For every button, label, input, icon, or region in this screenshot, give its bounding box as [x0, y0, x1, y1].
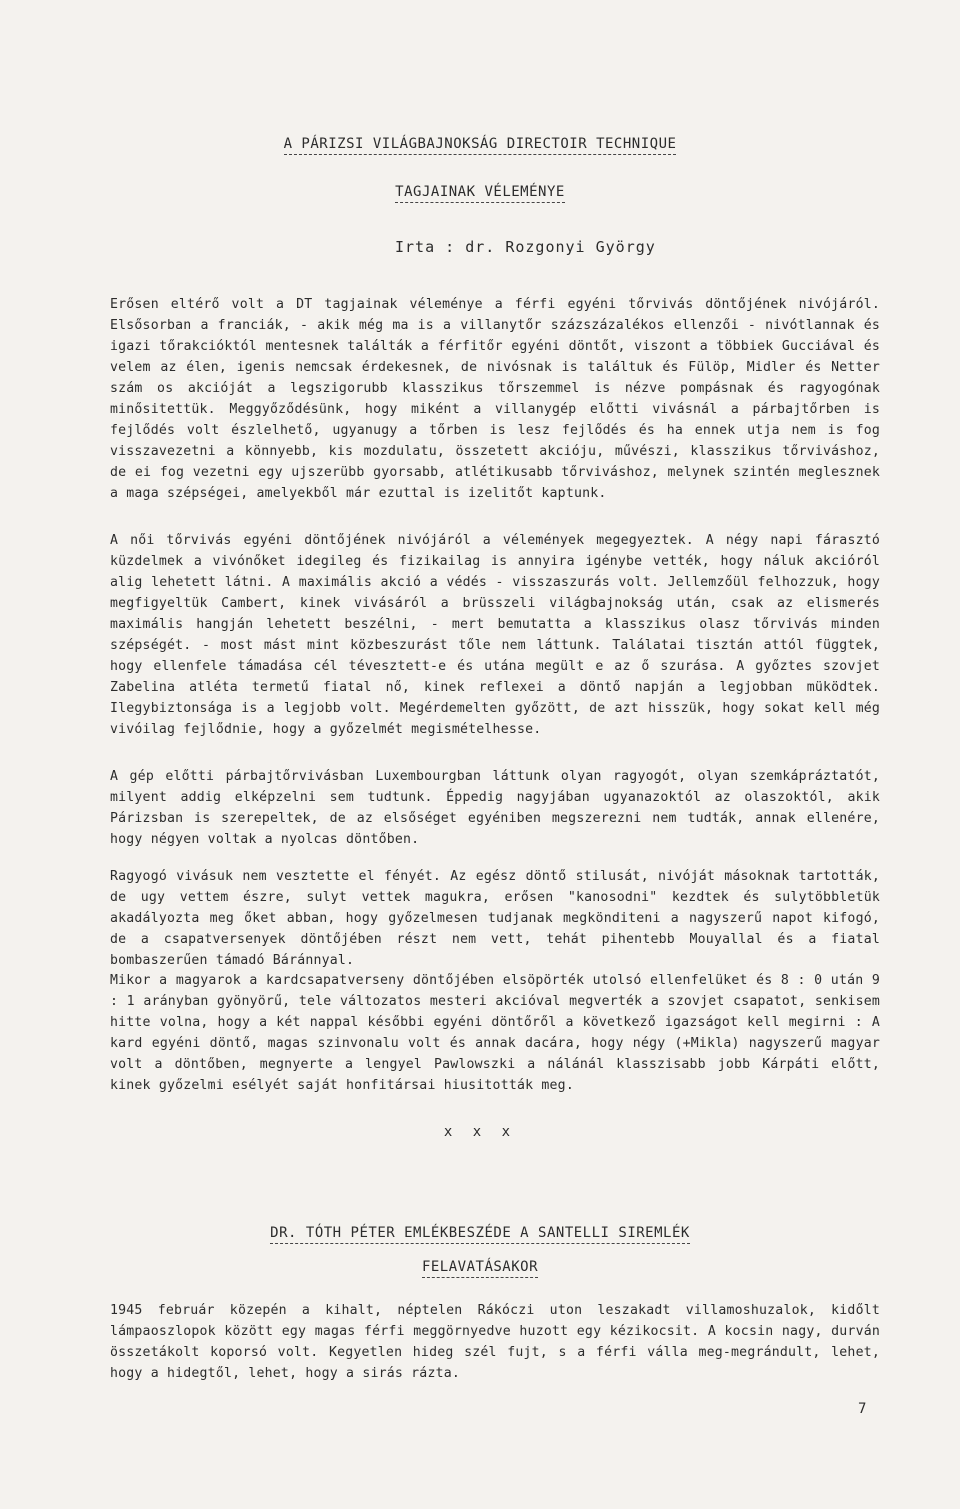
byline: Irta : dr. Rozgonyi György — [395, 238, 656, 256]
paragraph-3: A gép előtti párbajtőrvivásban Luxembourgban láttunk olyan ragyogót, olyan szemkápráztatót, milyent addig elképzelni sem tudtunk. Éppedig nagyjában ugyanazoktól az olaszoktól, akik Párizsban is szerepeltek, de az elsőséget egyéniben megszerezni nem tudták, annak ellenére, hogy négyen voltak a nyolcas döntőben. — [110, 769, 880, 847]
main-title: A PÁRIZSI VILÁGBAJNOKSÁG DIRECTOIR TECHNIQUE — [0, 136, 960, 152]
paragraph-5: Mikor a magyarok a kardcsapatverseny döntőjében elsöpörték utolsó ellenfelüket és 8 : 0 után 9 : 1 arányban gyönyörű, tele változatos mesteri akcióval megverték a szovjet csapatot, senkisem hitte volna, hogy a két nappal későbbi egyéni döntőről a következő igazságot kell megirni : A kard egyéni döntő, magas szinvonalu volt és annak dacára, hogy négy (+Mikla) nagyszerű magyar volt a döntőben, megnyerte a lengyel Pawlowszki a nálánál klasszisabb jobb Kárpáti előtt, kinek győzelmi esélyét saját honfitársai hiusitották meg. — [110, 973, 880, 1093]
main-subtitle: TAGJAINAK VÉLEMÉNYE — [0, 184, 960, 200]
paragraph-2: A női tőrvivás egyéni döntőjének nivójáról a vélemények megegyeztek. A négy napi fárasztó küzdelmek a vivónőket idegileg és fizikailag is annyira igénybe vették, hogy náluk akcióról alig lehetett látni. A maximális akció a védés - visszaszurás volt. Jellemzőül felhozzuk, hogy megfigyeltük Cambert, kinek vivásáról a brüsszeli világbajnokság után, csak az elismerés maximális hangján lehetett beszélni, - mert bemutatta a klasszikus olasz tőrvivás minden szépségét. - most mást mint közbeszurást tőle nem láttunk. Találatai tisztán attól függtek, hogy ellenfele támadása cél tévesztett-e és utána megült e az ő szurása. A győztes szovjet Zabelina atléta termetű fiatal nő, kinek reflexei a döntő napján a legjobban müködtek. Ilegybiztonsága is a legjobb volt. Megérdemelten győzött, de azt hisszük, hogy sokat kell még vivóilag fejlődnie, hogy a győzelmét megismételhesse. — [110, 533, 880, 737]
section2-subtitle: FELAVATÁSAKOR — [0, 1259, 960, 1275]
section2-title: DR. TÓTH PÉTER EMLÉKBESZÉDE A SANTELLI SIREMLÉK — [0, 1225, 960, 1241]
paragraph-1: Erősen eltérő volt a DT tagjainak véleménye a férfi egyéni tőrvivás döntőjének nivójáról. Elsősorban a franciák, - akik még ma is a villanytőr százszázalékos ellenzői - nivótlannak és igazi tőrakcióktól mentesnek találták a férfitőr egyéni döntőt, viszont a többiek Gucciával és velem az élen, igenis nemcsak érdekesnek, de nivósnak is találtuk és Fülöp, Midler és Netter szám os akcióját a legszigorubb klasszikus tőrszemmel is nézve pompásnak és ragyogónak minősitettük. Meggyőződésünk, hogy miként a villanygép előtti vivásnál a párbajtőrben is fejlődés volt észlelhető, ugyanugy a tőrben is lesz fejlődés és ha ennek utja nem is fog visszavezetni a könnyebb, kis mozdulatu, összetett akcióju, művészi, klasszikus tőrviváshoz, de ei fog vezetni egy ujszerübb gyorsabb, atlétikusabb tőrviváshoz, melynek szintén meglesznek a maga szépségei, amelyekből már ezuttal is izelitőt kaptunk. — [110, 297, 880, 501]
page-number: 7 — [858, 1401, 867, 1417]
section2-paragraph: 1945 február közepén a kihalt, néptelen Rákóczi uton leszakadt villamoshuzalok, kidőlt lámpaoszlopok között egy magas férfi meggörnyedve huzott egy kézikocsit. A kocsin nagy, durván összetákolt koporsó volt. Kegyetlen hideg szél fujt, s a férfi válla meg-megrándult, lehet, hogy a hidegtől, lehet, hogy a sirás rázta. — [110, 1303, 880, 1381]
section-separator: x x x — [443, 1124, 517, 1140]
paragraph-4: Ragyogó vivásuk nem vesztette el fényét. Az egész döntő stilusát, nivóját másoknak tartották, de ugy vettem észre, sulyt vettek magukra, erősen "kanosodni" kezdtek és sulytöbbletük akadályozta meg őket abban, hogy győzelmesen tudjanak megkönditeni a nagyszerű napot kifogó, de a csapatversenyek döntőjében részt nem vett, tehát pihentebb Mouyallal és a fiatal bombaszerűen támadó Báránnyal. — [110, 869, 880, 968]
